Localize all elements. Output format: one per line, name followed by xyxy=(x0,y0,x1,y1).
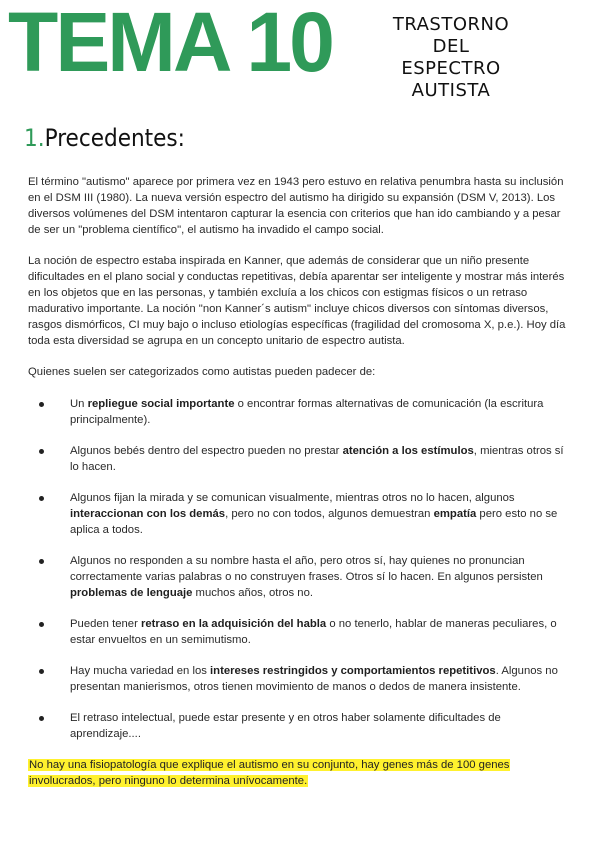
list-item xyxy=(28,396,568,428)
bullet-icon xyxy=(39,716,44,721)
list-item-bold: atención a los estímulos xyxy=(342,445,474,457)
list-item-bold: empatía xyxy=(433,508,477,520)
list-item-bold: intereses restringidos y comportamientos repetitivos xyxy=(210,665,496,677)
list-item xyxy=(28,553,568,601)
page-title: TEMA 10 xyxy=(8,0,333,89)
highlighted-note xyxy=(28,757,568,789)
highlighted-text: No hay una fisiopatología que explique el autismo en su conjunto, hay genes más de 100 genes involucrados, pero ninguno lo determina unívocamente. xyxy=(29,759,510,787)
list-item-text: Pueden tener xyxy=(70,618,141,630)
section-number: 1. xyxy=(24,124,45,152)
section-label: Precedentes: xyxy=(44,124,185,152)
list-item-text: El retraso intelectual, puede estar presente y en otros haber solamente dificultades de aprendizaje.... xyxy=(70,712,501,740)
subtitle-line: AUTISTA xyxy=(411,80,491,101)
list-item xyxy=(28,616,568,648)
list-item-text: muchos años, otros no. xyxy=(192,587,313,599)
list-item-text: Algunos no responden a su nombre hasta el año, pero otros sí, hay quienes no pronuncian correctamente varias palabras o no construyen frases. Otros sí lo hacen. En algunos persisten xyxy=(70,555,543,583)
paragraph: Quienes suelen ser categorizados como autistas pueden padecer de: xyxy=(28,366,376,378)
bullet-icon xyxy=(39,402,44,407)
list-item xyxy=(28,443,568,475)
list-item-text: Algunos bebés dentro del espectro pueden no prestar xyxy=(70,445,343,457)
list-item-bold: interaccionan con los demás xyxy=(70,508,226,520)
document-body xyxy=(28,174,568,804)
list-item-text: . Algunos no presentan manierismos, otros tienen movimiento de manos o dedos de manera insistente. xyxy=(70,665,558,693)
list-item-text: Hay mucha variedad en los xyxy=(70,665,211,677)
list-item-text: , mientras otros sí lo hacen. xyxy=(70,445,564,473)
bullet-icon xyxy=(39,496,44,501)
list-item xyxy=(28,710,568,742)
bullet-icon xyxy=(39,449,44,454)
bullet-icon xyxy=(39,559,44,564)
list-item-text: , pero no con todos, algunos demuestran xyxy=(225,508,434,520)
bullet-icon xyxy=(39,669,44,674)
list-item-bold: retraso en la adquisición del habla xyxy=(140,618,327,630)
bullet-icon xyxy=(39,622,44,627)
list-item-text: o encontrar formas alternativas de comunicación (la escritura principalmente). xyxy=(70,398,544,426)
list-item-bold: repliegue social importante xyxy=(87,398,235,410)
list-item-text: Algunos fijan la mirada y se comunican visualmente, mientras otros no lo hacen, algunos xyxy=(70,492,515,504)
list-item-text: pero esto no se aplica a todos. xyxy=(70,508,558,536)
section-heading xyxy=(24,124,185,152)
page-subtitle xyxy=(384,14,518,102)
subtitle-line: DEL ESPECTRO xyxy=(401,36,501,79)
list-item xyxy=(28,663,568,695)
paragraph: El término "autismo" aparece por primera vez en 1943 pero estuvo en relativa penumbra hasta su inclusión en el DSM III (1980). La nueva versión espectro del autismo ha dirigido su expansión (DSM V, 2013). Los diversos volúmenes del DSM intentaron capturar la esencia con criterios que han ido cambiando y a pesar de ser un "problema científico", el autismo ha invadido el campo social. xyxy=(28,176,564,236)
list-item-text: o no tenerlo, hablar de maneras peculiares, o estar envueltos en un semimutismo. xyxy=(70,618,557,646)
subtitle-line: TRASTORNO xyxy=(392,14,510,35)
paragraph: La noción de espectro estaba inspirada en Kanner, que además de considerar que un niño presente dificultades en el plano social y conductas repetitivas, debía aparentar ser inteligente y mostrar más interés en los objetos que en las personas, y también excluía a los chicos con estigmas físicos o un retraso madurativo importante. La noción "non Kanner´s autism" incluye chicos diversos con síntomas diversos, rasgos dismórficos, CI muy bajo o incluso etiologías específicas (fragilidad del cromosoma X, p.e.). Hoy día toda esta diversidad se agrupa en un concepto unitario de espectro autista. xyxy=(28,255,566,347)
list-item-text: Un xyxy=(70,398,88,410)
symptom-list xyxy=(28,396,568,742)
list-item xyxy=(28,490,568,538)
list-item-bold: problemas de lenguaje xyxy=(70,587,193,599)
